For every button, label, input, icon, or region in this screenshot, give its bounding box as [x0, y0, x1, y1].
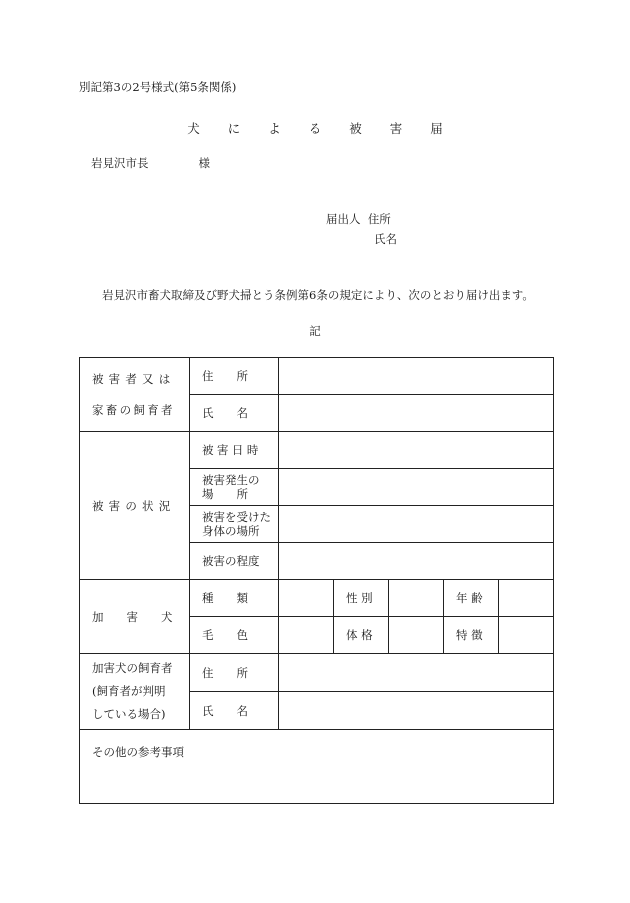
victim-group-line2: 家畜の飼育者 [92, 403, 175, 417]
title-char: る [308, 121, 322, 136]
kind-field[interactable] [279, 580, 334, 617]
coat-label: 毛 色 [190, 617, 279, 654]
owner-line2: (飼育者が判明 [92, 684, 166, 698]
feature-label: 特 徴 [444, 617, 499, 654]
owner-address-field[interactable] [279, 654, 554, 692]
injured-body-field[interactable] [279, 506, 554, 543]
damage-datetime-field[interactable] [279, 432, 554, 469]
damage-place-label [190, 469, 279, 506]
title-char: 届 [430, 121, 443, 136]
build-field[interactable] [389, 617, 444, 654]
age-label: 年 齢 [444, 580, 499, 617]
victim-group-label [80, 358, 190, 432]
victim-group-line1: 被害者又は [92, 372, 176, 386]
ki-mark: 記 [309, 324, 321, 338]
coat-field[interactable] [279, 617, 334, 654]
form-title [0, 119, 630, 137]
damage-place-field[interactable] [279, 469, 554, 506]
damage-datetime-label: 被害日時 [190, 432, 279, 469]
injured-body-line1: 被害を受けた [202, 510, 271, 524]
owner-address-label: 住 所 [190, 654, 279, 692]
sex-field[interactable] [389, 580, 444, 617]
title-char: 犬 [187, 121, 200, 136]
body-text: 岩見沢市畜犬取締及び野犬掃とう条例第6条の規定により、次のとおり届け出ます。 [102, 288, 534, 302]
damage-degree-label: 被害の程度 [190, 543, 279, 580]
notifier-name-label: 氏名 [374, 232, 397, 246]
title-char: に [227, 121, 241, 136]
owner-name-label: 氏 名 [190, 692, 279, 730]
damage-degree-field[interactable] [279, 543, 554, 580]
addressee: 岩見沢市長 [91, 156, 149, 170]
other-notes-field[interactable] [80, 730, 554, 804]
title-char: 害 [389, 121, 403, 136]
build-label: 体 格 [334, 617, 389, 654]
situation-group-label: 被害の状況 [80, 432, 190, 580]
age-field[interactable] [499, 580, 554, 617]
owner-group-label [80, 654, 190, 730]
form-id: 別記第3の2号様式(第5条関係) [79, 80, 237, 94]
injured-body-label [190, 506, 279, 543]
damage-place-line2: 場 所 [202, 487, 248, 501]
notifier-label: 届出人 [326, 212, 361, 226]
notifier-address-label: 住所 [367, 212, 391, 226]
victim-name-field[interactable] [279, 395, 554, 432]
honorific: 様 [198, 156, 210, 170]
owner-line1: 加害犬の飼育者 [92, 661, 173, 675]
owner-line3: している場合) [92, 707, 166, 721]
report-table [79, 357, 554, 804]
victim-name-label: 氏 名 [190, 395, 279, 432]
addressee-line [91, 155, 210, 171]
dog-group-label: 加 害 犬 [80, 580, 190, 654]
sex-label: 性 別 [334, 580, 389, 617]
notifier-line [326, 211, 391, 227]
feature-field[interactable] [499, 617, 554, 654]
kind-label: 種 類 [190, 580, 279, 617]
title-char: 被 [349, 121, 362, 136]
victim-address-label: 住 所 [190, 358, 279, 395]
title-char: よ [268, 121, 281, 136]
injured-body-line2: 身体の場所 [202, 524, 260, 538]
damage-place-line1: 被害発生の [202, 473, 260, 487]
owner-name-field[interactable] [279, 692, 554, 730]
victim-address-field[interactable] [279, 358, 554, 395]
other-notes-label: その他の参考事項 [92, 745, 184, 759]
